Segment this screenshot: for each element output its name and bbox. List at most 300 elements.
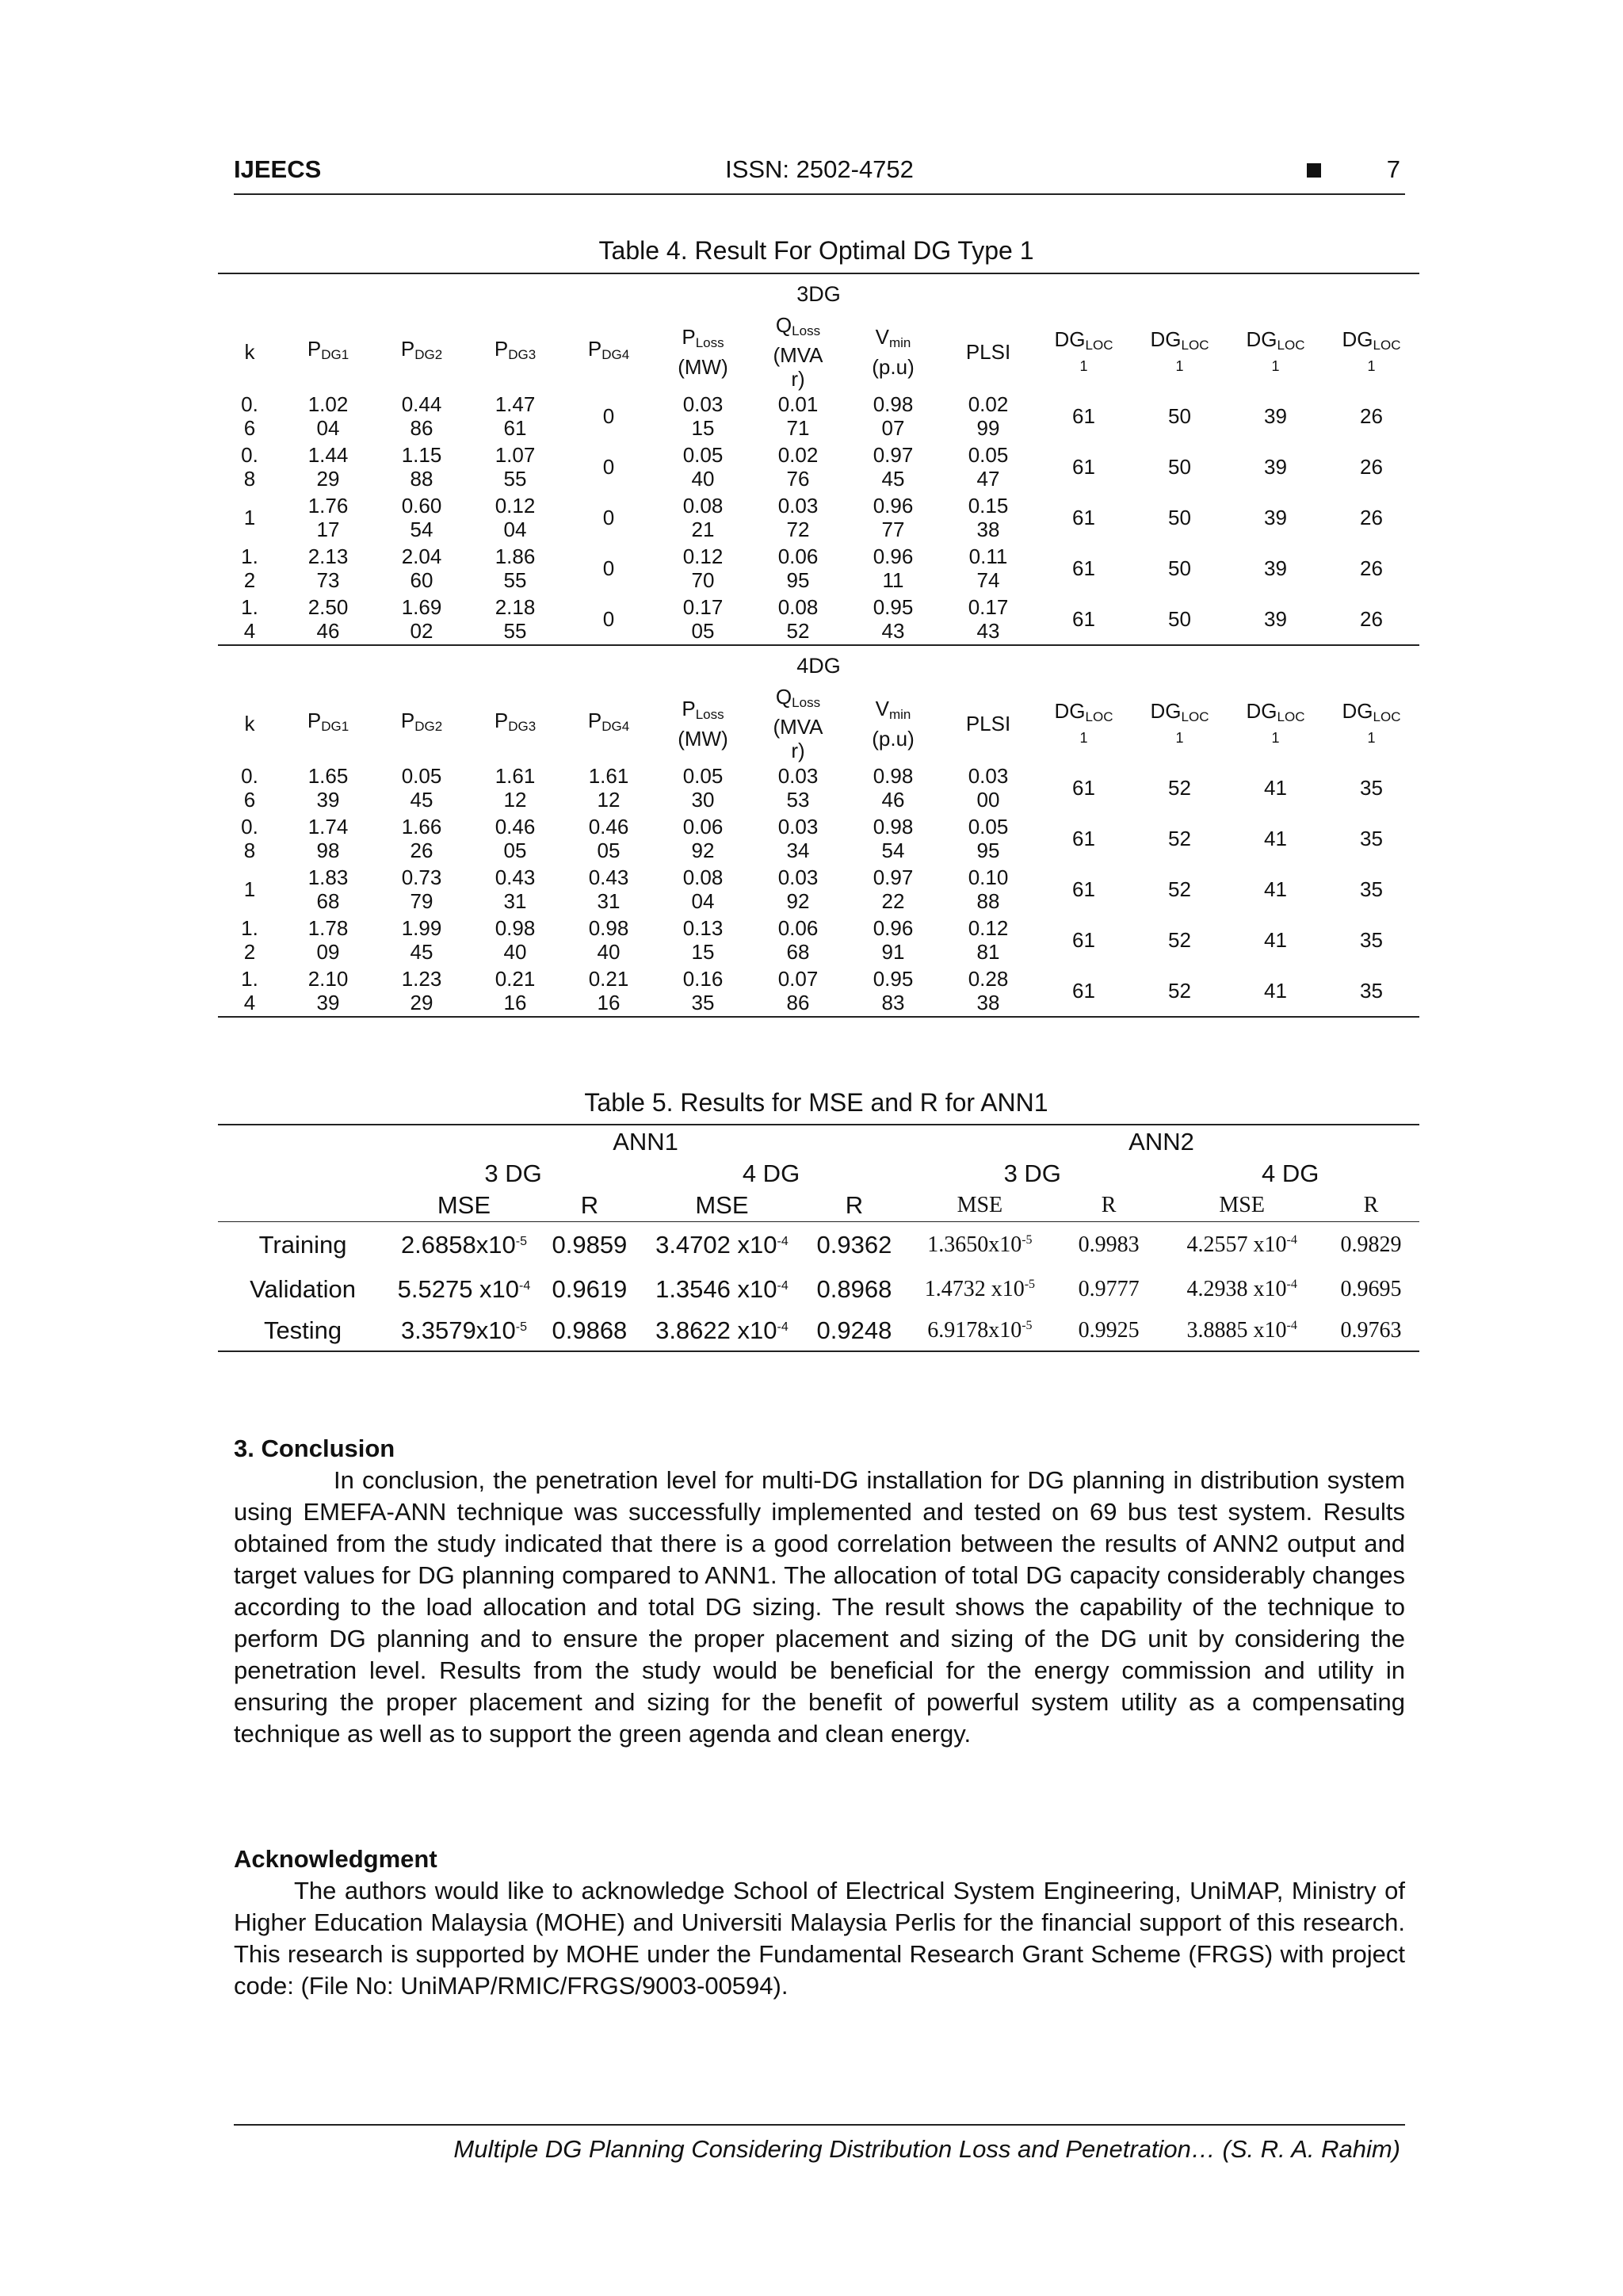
cell-pdg2 [375, 915, 468, 965]
col-dgloc [1228, 685, 1323, 762]
subscript: LOC [1373, 338, 1401, 353]
symbol [655, 697, 750, 727]
col-dgloc [1036, 313, 1132, 391]
dg-label [1342, 699, 1401, 723]
dgloc-value: 39 [1264, 556, 1287, 580]
cell-pdg2 [375, 391, 468, 441]
cell-l3 [1228, 762, 1323, 813]
mse-value [639, 1310, 805, 1351]
r-value: 0.9983 [1078, 1232, 1140, 1258]
cell-k [218, 813, 281, 864]
acknowledgment-heading: Acknowledgment [234, 1845, 437, 1873]
acknowledgment-section [234, 1843, 1405, 2002]
dg-label [1151, 327, 1209, 351]
dgloc-header [1055, 700, 1113, 747]
unit: (MW) [678, 727, 728, 751]
cell-pdg4 [562, 391, 655, 441]
table4-header-row [218, 685, 1419, 762]
dgloc-value: 52 [1168, 928, 1191, 952]
subscript: Loss [695, 335, 724, 350]
value: 0.0545 [401, 764, 442, 812]
cell-pdg4 [562, 594, 655, 645]
dg-label [1342, 327, 1401, 351]
value: 0.1270 [682, 544, 724, 592]
mse-mantissa: 1.3546 x10 [655, 1275, 777, 1303]
cell-pdg3 [468, 492, 562, 543]
value: 0.9840 [588, 916, 629, 964]
cell-ploss [655, 441, 750, 492]
k-value: 0.6 [241, 764, 258, 812]
dg-text: DG [1150, 699, 1182, 723]
mse-value [903, 1269, 1056, 1310]
subscript-wrap [1182, 709, 1209, 724]
value: 0.7379 [401, 865, 442, 913]
value: 0.0547 [968, 443, 1009, 491]
stacked-header [846, 697, 941, 751]
subscript-wrap [696, 335, 724, 350]
value: 0.1088 [968, 865, 1009, 913]
mse-mantissa: 4.2557 x10 [1186, 1232, 1287, 1258]
symbol-letter: Q [775, 313, 792, 337]
p-label: P [494, 337, 509, 361]
subscript: LOC [1181, 709, 1209, 724]
table4-group-row [218, 273, 1419, 313]
subscript-wrap [696, 707, 724, 722]
col-pdg3 [468, 685, 562, 762]
subscript-wrap [1373, 709, 1401, 724]
cell-pdg4 [562, 965, 655, 1017]
acknowledgment-text: The authors would like to acknowledge School of Electrical System Engineering, UniMAP, Ministry of Higher Education Malaysia (MOHE) and Universiti Malaysia Perlis for the financial support of this research. This research is supported by MOHE under the Fundamental Research Grant Scheme (FRGS) with project code: (File No: UniMAP/RMIC/FRGS/9003-00594). [234, 1877, 1405, 2000]
cell-ploss [655, 813, 750, 864]
cell-l4 [1323, 543, 1419, 594]
subscript: DG2 [414, 719, 443, 734]
page-number: 7 [1386, 155, 1400, 183]
r-value: 0.9763 [1340, 1317, 1402, 1343]
value: 0 [602, 556, 615, 580]
p-label: P [307, 709, 322, 732]
dgloc-value: 26 [1360, 556, 1383, 580]
cell-pdg4 [562, 762, 655, 813]
col-dgloc [1228, 313, 1323, 391]
dg-label [1247, 699, 1305, 723]
dgloc-value: 50 [1168, 556, 1191, 580]
exponent: -4 [519, 1279, 531, 1293]
conclusion-heading: 3. Conclusion [234, 1435, 395, 1462]
cell-qloss [750, 762, 846, 813]
value: 0.2116 [495, 967, 536, 1014]
table4-header-row [218, 313, 1419, 391]
value: 1.4761 [495, 392, 536, 440]
mse-mantissa: 2.6858x10 [400, 1231, 516, 1259]
col-pdg4 [562, 313, 655, 391]
value: 0.4605 [495, 815, 536, 862]
value: 1.0204 [307, 392, 349, 440]
dg-text: DG [1246, 699, 1277, 723]
dgloc-index: 1 [1367, 358, 1376, 374]
p-label: P [400, 337, 415, 361]
value: 0.4486 [401, 392, 442, 440]
value: 0.9677 [873, 494, 914, 541]
value: 2.1373 [307, 544, 349, 592]
value: 0.0530 [682, 764, 724, 812]
cell-k [218, 391, 281, 441]
value: 0.0668 [777, 916, 819, 964]
exponent: -4 [1286, 1318, 1297, 1332]
table4-data-row [218, 391, 1419, 441]
cell-qloss [750, 441, 846, 492]
cell-pdg1 [281, 391, 375, 441]
subscript-wrap [321, 719, 349, 734]
stacked-header [655, 325, 750, 379]
value: 0 [602, 404, 615, 428]
value: 0.0392 [777, 865, 819, 913]
col-pdg1 [281, 313, 375, 391]
r-value: 0.9619 [552, 1275, 628, 1303]
subscript: LOC [1085, 338, 1113, 353]
mse-mantissa: 6.9178x10 [927, 1317, 1022, 1343]
cell-l1 [1036, 915, 1132, 965]
col-dgloc [1132, 685, 1228, 762]
value: 1.1588 [401, 443, 442, 491]
symbol [750, 313, 846, 343]
cell-ploss [655, 915, 750, 965]
cell-l3 [1228, 492, 1323, 543]
k-value: 1 [243, 877, 256, 901]
table4-data-row [218, 543, 1419, 594]
col-plsi [941, 313, 1036, 391]
cell-l4 [1323, 864, 1419, 915]
footer-text: Multiple DG Planning Considering Distribution Loss and Penetration… (S. R. A. Rahim) [453, 2135, 1400, 2163]
value: 0.9583 [873, 967, 914, 1014]
cell-ploss [655, 492, 750, 543]
table5-row [218, 1221, 1419, 1269]
cell-qloss [750, 864, 846, 915]
cell-pdg3 [468, 441, 562, 492]
value: 0.0595 [968, 815, 1009, 862]
exponent: -5 [515, 1235, 527, 1249]
dgloc-value: 50 [1168, 404, 1191, 428]
t5-col-r: R [845, 1190, 864, 1219]
cell-plsi [941, 762, 1036, 813]
dgloc-value: 50 [1168, 607, 1191, 631]
cell-plsi [941, 813, 1036, 864]
value: 0 [602, 506, 615, 529]
mse-mantissa: 3.4702 x10 [655, 1231, 777, 1259]
dgloc-header [1151, 328, 1209, 376]
table4-data-row [218, 441, 1419, 492]
cell-pdg2 [375, 813, 468, 864]
dgloc-value: 52 [1168, 776, 1191, 800]
value: 0.9691 [873, 916, 914, 964]
subscript-wrap [508, 719, 536, 734]
cell-l3 [1228, 594, 1323, 645]
stacked-header [750, 313, 846, 391]
value: 1.6539 [307, 764, 349, 812]
subscript-wrap [321, 347, 349, 362]
dg-text: DG [1246, 327, 1277, 351]
value: 0.0821 [682, 494, 724, 541]
cell-plsi [941, 594, 1036, 645]
row-label: Training [258, 1231, 347, 1259]
r-value: 0.9248 [816, 1316, 892, 1344]
dgloc-value: 26 [1360, 404, 1383, 428]
cell-l4 [1323, 762, 1419, 813]
cell-k [218, 762, 281, 813]
symbol [846, 325, 941, 355]
plsi-label: PLSI [965, 340, 1011, 364]
mse-value [903, 1310, 1056, 1351]
cell-l3 [1228, 813, 1323, 864]
value: 1.6112 [495, 764, 536, 812]
symbol [655, 325, 750, 355]
cell-k [218, 864, 281, 915]
row-label: Testing [263, 1316, 342, 1344]
cell-pdg1 [281, 965, 375, 1017]
cell-k [218, 543, 281, 594]
value: 0.1204 [495, 494, 536, 541]
dg-text: DG [1342, 699, 1373, 723]
t5-col-mse: MSE [1219, 1192, 1265, 1217]
cell-vmin [846, 543, 941, 594]
cell-pdg3 [468, 543, 562, 594]
k-value: 0.8 [241, 443, 258, 491]
table4-group-label: 4DG [796, 653, 841, 678]
dgloc-index: 1 [1175, 358, 1184, 374]
cell-l2 [1132, 391, 1228, 441]
dgloc-value: 26 [1360, 607, 1383, 631]
value: 0.0692 [682, 815, 724, 862]
value: 0.0372 [777, 494, 819, 541]
cell-pdg2 [375, 594, 468, 645]
col-dgloc [1323, 685, 1419, 762]
cell-vmin [846, 594, 941, 645]
subscript: DG4 [601, 719, 630, 734]
r-value: 0.9925 [1078, 1317, 1140, 1343]
exponent: -4 [1286, 1233, 1297, 1247]
dgloc-value: 39 [1264, 404, 1287, 428]
cell-l4 [1323, 441, 1419, 492]
symbol-letter: P [682, 325, 696, 349]
cell-l2 [1132, 915, 1228, 965]
t5-ann2-4dg: 4 DG [1262, 1159, 1319, 1187]
dgloc-value: 61 [1072, 404, 1095, 428]
col-pdg3 [468, 313, 562, 391]
cell-qloss [750, 813, 846, 864]
subscript-wrap [601, 719, 629, 734]
subscript: min [888, 335, 911, 350]
cell-pdg3 [468, 762, 562, 813]
cell-l1 [1036, 492, 1132, 543]
value: 0.1281 [968, 916, 1009, 964]
value: 0.0695 [777, 544, 819, 592]
table4-caption: Table 4. Result For Optimal DG Type 1 [598, 236, 1034, 265]
exponent: -5 [515, 1320, 527, 1334]
cell-pdg3 [468, 915, 562, 965]
col-pdg4 [562, 685, 655, 762]
subscript-wrap [889, 335, 911, 350]
r-value: 0.8968 [816, 1275, 892, 1303]
cell-l4 [1323, 813, 1419, 864]
symbol [750, 685, 846, 715]
cell-qloss [750, 492, 846, 543]
cell-l1 [1036, 965, 1132, 1017]
value: 1.6626 [401, 815, 442, 862]
cell-plsi [941, 543, 1036, 594]
exponent: -5 [1022, 1318, 1033, 1332]
p-label: P [587, 709, 602, 732]
table5-row [218, 1310, 1419, 1351]
value: 1.6112 [588, 764, 629, 812]
mse-mantissa: 1.3650x10 [927, 1232, 1022, 1258]
mse-mantissa: 3.8622 x10 [655, 1316, 777, 1344]
t5-col-mse: MSE [437, 1190, 491, 1219]
table4-data-row [218, 492, 1419, 543]
mse-value [388, 1269, 540, 1310]
cell-pdg4 [562, 813, 655, 864]
cell-pdg3 [468, 594, 562, 645]
cell-l2 [1132, 965, 1228, 1017]
table4-group-row [218, 645, 1419, 685]
subscript-wrap [1086, 709, 1113, 724]
value: 2.1855 [495, 595, 536, 643]
dgloc-value: 61 [1072, 455, 1095, 479]
dgloc-header [1055, 328, 1113, 376]
dgloc-value: 39 [1264, 455, 1287, 479]
cell-l2 [1132, 813, 1228, 864]
k-value: 1.4 [241, 967, 258, 1014]
cell-vmin [846, 965, 941, 1017]
t5-empty [218, 1125, 388, 1158]
dg-label [1055, 327, 1113, 351]
value: 0.0276 [777, 443, 819, 491]
value: 1.7617 [307, 494, 349, 541]
mse-mantissa: 1.4732 x10 [924, 1277, 1025, 1301]
value: 0.0300 [968, 764, 1009, 812]
cell-pdg4 [562, 915, 655, 965]
mse-value [1161, 1310, 1322, 1351]
table5-caption: Table 5. Results for MSE and R for ANN1 [584, 1088, 1048, 1117]
value: 2.5046 [307, 595, 349, 643]
cell-vmin [846, 441, 941, 492]
cell-plsi [941, 915, 1036, 965]
table5 [218, 1124, 1419, 1352]
cell-ploss [655, 762, 750, 813]
subscript: Loss [695, 707, 724, 722]
value: 0.0852 [777, 595, 819, 643]
p-label: P [587, 337, 602, 361]
cell-qloss [750, 543, 846, 594]
cell-pdg4 [562, 492, 655, 543]
t5-ann2-header: ANN2 [1128, 1127, 1194, 1156]
stacked-header [846, 325, 941, 379]
dgloc-value: 35 [1360, 928, 1383, 952]
cell-l3 [1228, 391, 1323, 441]
subscript-wrap [508, 347, 536, 362]
r-value: 0.9829 [1340, 1232, 1402, 1258]
dgloc-header [1151, 700, 1209, 747]
dgloc-index: 1 [1367, 730, 1376, 746]
r-value: 0.9695 [1340, 1277, 1402, 1301]
cell-plsi [941, 965, 1036, 1017]
cell-l1 [1036, 864, 1132, 915]
value: 0.0786 [777, 967, 819, 1014]
t5-col-mse: MSE [695, 1190, 749, 1219]
dgloc-value: 39 [1264, 506, 1287, 529]
col-pdg2 [375, 313, 468, 391]
col-ploss [655, 313, 750, 391]
col-qloss [750, 685, 846, 762]
cell-l1 [1036, 762, 1132, 813]
cell-ploss [655, 965, 750, 1017]
cell-pdg2 [375, 762, 468, 813]
t5-col-r: R [1363, 1192, 1379, 1217]
col-plsi [941, 685, 1036, 762]
cell-k [218, 915, 281, 965]
cell-pdg2 [375, 492, 468, 543]
cell-pdg1 [281, 762, 375, 813]
dgloc-value: 39 [1264, 607, 1287, 631]
subscript: Loss [792, 695, 821, 710]
value: 0.1743 [968, 595, 1009, 643]
cell-pdg2 [375, 441, 468, 492]
value: 0.9807 [873, 392, 914, 440]
stacked-header [750, 685, 846, 762]
cell-qloss [750, 594, 846, 645]
subscript: DG3 [508, 719, 537, 734]
dg-label [1055, 699, 1113, 723]
dgloc-value: 35 [1360, 877, 1383, 901]
value: 0.0315 [682, 392, 724, 440]
value: 0.9840 [495, 916, 536, 964]
t5-col-r: R [580, 1190, 599, 1219]
col-k [218, 685, 281, 762]
running-header [234, 155, 1405, 195]
value: 0.2116 [588, 967, 629, 1014]
subscript-wrap [1373, 338, 1401, 353]
cell-plsi [941, 864, 1036, 915]
k-label: k [244, 712, 255, 735]
dgloc-value: 61 [1072, 979, 1095, 1003]
dgloc-index: 1 [1175, 730, 1184, 746]
dg-text: DG [1054, 327, 1086, 351]
k-value: 1.2 [241, 544, 258, 592]
exponent: -4 [777, 1235, 789, 1249]
subscript: LOC [1181, 338, 1209, 353]
p-label: P [494, 709, 509, 732]
unit: (MW) [678, 355, 728, 379]
p-label: P [307, 337, 322, 361]
table4 [218, 273, 1419, 1018]
value: 1.7809 [307, 916, 349, 964]
cell-l2 [1132, 864, 1228, 915]
cell-l2 [1132, 492, 1228, 543]
value: 0.1538 [968, 494, 1009, 541]
r-value: 0.9868 [552, 1316, 628, 1344]
subscript-wrap [1182, 338, 1209, 353]
dgloc-index: 1 [1079, 358, 1088, 374]
mse-value [388, 1221, 540, 1269]
value: 0.0353 [777, 764, 819, 812]
value: 0.9854 [873, 815, 914, 862]
dgloc-value: 61 [1072, 877, 1095, 901]
plsi-label: PLSI [965, 712, 1011, 735]
value: 0.9846 [873, 764, 914, 812]
cell-pdg1 [281, 441, 375, 492]
value: 1.7498 [307, 815, 349, 862]
dgloc-value: 35 [1360, 776, 1383, 800]
dgloc-value: 61 [1072, 776, 1095, 800]
value: 0.4331 [588, 865, 629, 913]
